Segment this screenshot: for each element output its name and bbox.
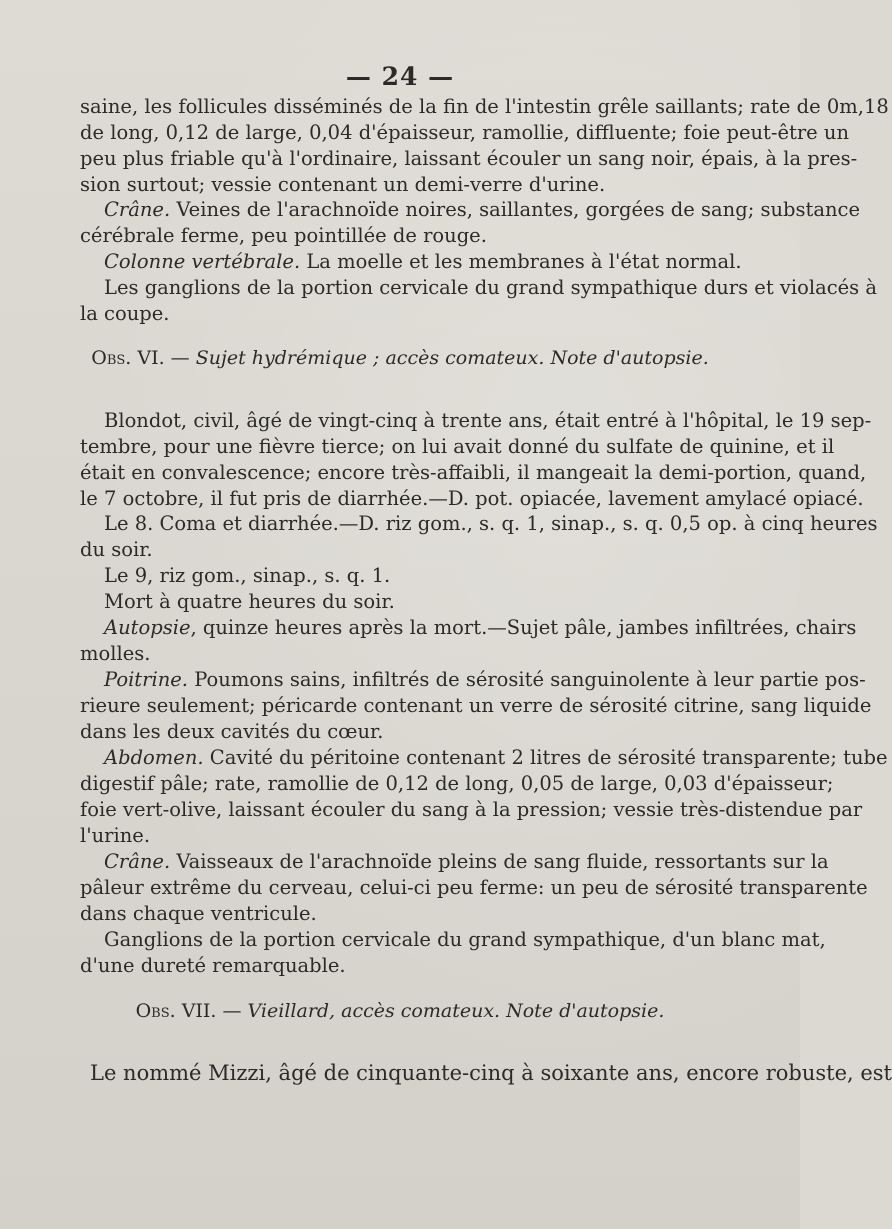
text-line: peu plus friable qu'à l'ordinaire, laissant écouler un sang noir, épais, à la pres-	[80, 147, 858, 170]
text-line: d'une dureté remarquable.	[80, 954, 346, 977]
text-line: Blondot, civil, âgé de vingt-cinq à trente ans, était entré à l'hôpital, le 19 sep-	[104, 409, 872, 432]
text-line: du soir.	[80, 538, 153, 561]
text-line: Le 9, riz gom., sinap., s. q. 1.	[104, 564, 391, 587]
heading-title: Vieillard, accès comateux. Note d'autopsie.	[247, 1000, 665, 1022]
text-line: Le 8. Coma et diarrhée.—D. riz gom., s. q. 1, sinap., s. q. 0,5 op. à cinq heures	[104, 512, 878, 535]
text-line: Les ganglions de la portion cervicale du grand sympathique durs et violacés à	[104, 276, 878, 299]
section-label: Crâne.	[104, 850, 171, 873]
paragraph-colonne	[104, 249, 740, 275]
paragraph-poitrine	[104, 667, 866, 693]
text-line: le 7 octobre, il fut pris de diarrhée.—D. pot. opiacée, lavement amylacé opiacé.	[80, 487, 864, 510]
text-line: dans chaque ventricule.	[80, 902, 317, 925]
text-line: Ganglions de la portion cervicale du grand sympathique, d'un blanc mat,	[104, 928, 826, 951]
paragraph-crane	[104, 197, 860, 223]
heading-prefix: Obs. VII. —	[135, 1000, 248, 1022]
section-label: Abdomen.	[104, 746, 204, 769]
text-span: Veines de l'arachnoïde noires, saillantes, gorgées de sang; substance	[170, 198, 860, 221]
text-line: l'urine.	[80, 824, 151, 847]
text-line: Mort à quatre heures du soir.	[104, 590, 395, 613]
text-line: rieure seulement; péricarde contenant un verre de sérosité citrine, sang liquide	[80, 694, 872, 717]
text-line: digestif pâle; rate, ramollie de 0,12 de long, 0,05 de large, 0,03 d'épaisseur;	[80, 772, 834, 795]
text-line: la coupe.	[80, 302, 170, 325]
paragraph-abdomen	[104, 745, 888, 771]
text-line: de long, 0,12 de large, 0,04 d'épaisseur, ramollie, diffluente; foie peut-être un	[80, 121, 850, 144]
section-label: Autopsie	[104, 616, 191, 639]
text-span: Vaisseaux de l'arachnoïde pleins de sang fluide, ressortants sur la	[170, 850, 829, 873]
text-span: Poumons sains, infiltrés de sérosité sanguinolente à leur partie pos-	[188, 668, 866, 691]
text-line: était en convalescence; encore très-affaibli, il mangeait la demi-portion, quand,	[80, 461, 867, 484]
text-line: pâleur extrême du cerveau, celui-ci peu ferme: un peu de sérosité transparente	[80, 876, 868, 899]
text-span: , quinze heures après la mort.—Sujet pâle, jambes infiltrées, chairs	[190, 616, 857, 639]
text-span: Cavité du péritoine contenant 2 litres de sérosité transparente; tube	[203, 746, 888, 769]
text-line: sion surtout; vessie contenant un demi-verre d'urine.	[80, 173, 606, 196]
paragraph-crane-2	[104, 849, 829, 875]
section-label: Colonne vertébrale.	[104, 250, 301, 273]
text-line: tembre, pour une fièvre tierce; on lui avait donné du sulfate de quinine, et il	[80, 435, 835, 458]
section-label: Poitrine.	[104, 668, 188, 691]
section-label: Crâne.	[104, 198, 171, 221]
page-number: — 24 —	[345, 62, 455, 91]
text-line: dans les deux cavités du cœur.	[80, 720, 384, 743]
text-span: La moelle et les membranes à l'état normal.	[300, 250, 742, 273]
observation-heading	[0, 347, 800, 369]
paragraph-autopsie	[104, 615, 857, 641]
text-line: molles.	[80, 642, 151, 665]
heading-prefix: Obs. VI. —	[91, 347, 196, 369]
text-line: saine, les follicules disséminés de la fin de l'intestin grêle saillants; rate de 0m,18	[80, 95, 889, 118]
text-line: cérébrale ferme, peu pointillée de rouge.	[80, 224, 487, 247]
heading-title: Sujet hydrémique ; accès comateux. Note d'autopsie.	[195, 347, 709, 369]
observation-heading	[0, 1000, 800, 1022]
text-line: Le nommé Mizzi, âgé de cinquante-cinq à soixante ans, encore robuste, est	[90, 1061, 892, 1085]
text-line: foie vert-olive, laissant écouler du sang à la pression; vessie très-distendue par	[80, 798, 863, 821]
